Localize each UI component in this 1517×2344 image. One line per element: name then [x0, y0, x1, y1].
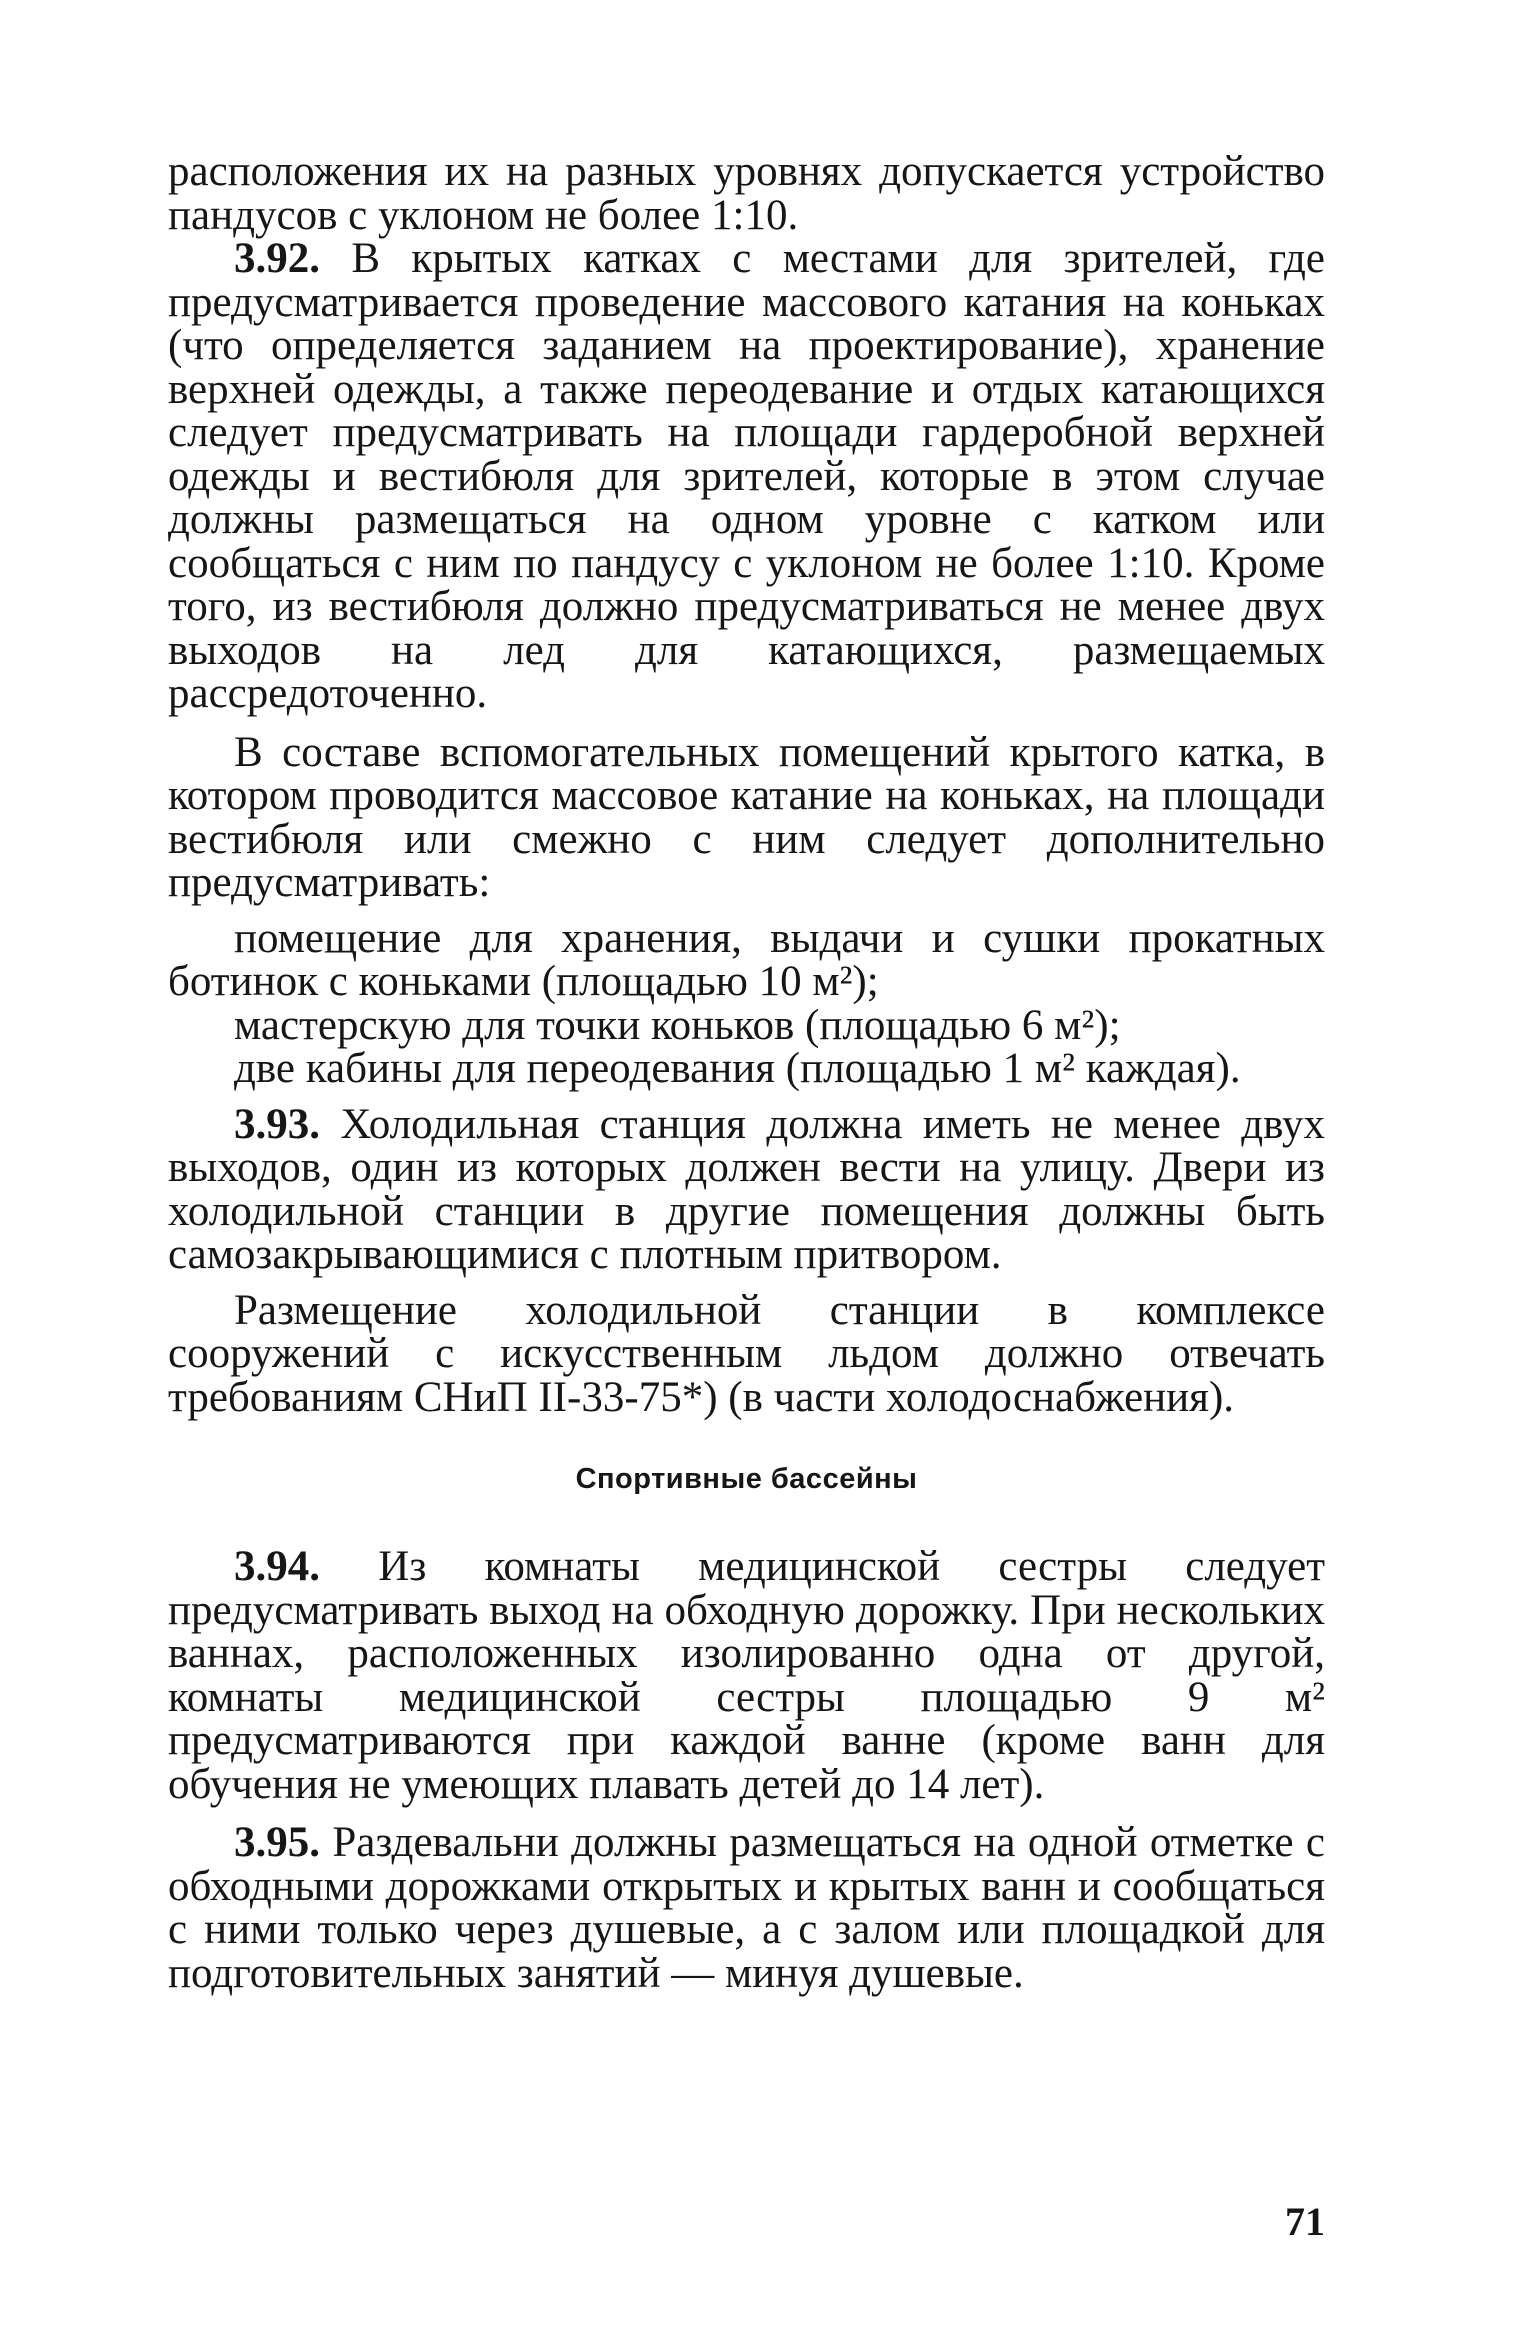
list-item: мастерскую для точки коньков (площадью 6 м²); [234, 1001, 1121, 1049]
clause-number: 3.92. [234, 235, 320, 282]
list-item: помещение для хранения, выдачи и сушки прокатных ботинок с коньками (площадью 10 м²); [168, 914, 1325, 1005]
paragraph-3-94 [168, 1545, 1325, 1806]
clause-text: В крытых катках с местами для зрителей, где предусматривается проведение массового катания на коньках (что определяется заданием на проектирование), хранение верхней одежды, а также переодевание и отдых катающихся следует предусматривать на площади гардеробной верхней одежды и вестибюля для зрителей, которые в этом случае должны размещаться на одном уровне с катком или сообщаться с ним по пандусу с уклоном не более 1:10. Кроме того, из вестибюля должно предусматриваться не менее двух выходов на лед для катающихся, размещаемых рассредоточенно. [168, 235, 1325, 717]
paragraph-3-92 [168, 237, 1325, 716]
clause-number: 3.95. [234, 1819, 320, 1866]
list-item: две кабины для переодевания (площадью 1 м² каждая). [234, 1045, 1241, 1092]
paragraph-placement: Размещение холодильной станции в комплексе сооружений с искусственным льдом должно отвечать требованиям СНиП II-33-75*) (в части холодоснабжения). [168, 1286, 1325, 1421]
paragraph-composition: В составе вспомогательных помещений крытого катка, в котором проводится массовое катание на коньках, на площади вестибюля или смежно с ним следует дополнительно предусматривать: [168, 728, 1325, 906]
clause-text: Раздевальни должны размещаться на одной отметке с обходными дорожками открытых и крытых ванн и сообщаться с ними только через душевые, а с залом или площадкой для подготовительных занятий — минуя душевые. [168, 1819, 1325, 1997]
page-body [168, 150, 1325, 1995]
page-number: 71 [1285, 2199, 1325, 2244]
paragraph-continuation: расположения их на разных уровнях допускается устройство пандусов с уклоном не более 1:10. [168, 148, 1325, 239]
clause-text: Из комнаты медицинской сестры следует предусматривать выход на обходную дорожку. При нескольких ваннах, расположенных изолированно одна от другой, комнаты медицинской сестры площадью 9 м² предусматриваются при каждой ванне (кроме ванн для обучения не умеющих плавать детей до 14 лет). [168, 1543, 1325, 1808]
section-heading: Спортивные бассейны [575, 1463, 918, 1495]
paragraph-3-93 [168, 1100, 1325, 1278]
clause-number: 3.93. [234, 1100, 320, 1148]
clause-text: Холодильная станция должна иметь не менее двух выходов, один из которых должен вести на улицу. Двери из холодильной станции в другие помещения должны быть самозакрывающимися с плотным притвором. [168, 1100, 1325, 1278]
clause-number: 3.94. [234, 1543, 320, 1590]
paragraph-3-95 [168, 1821, 1325, 1995]
